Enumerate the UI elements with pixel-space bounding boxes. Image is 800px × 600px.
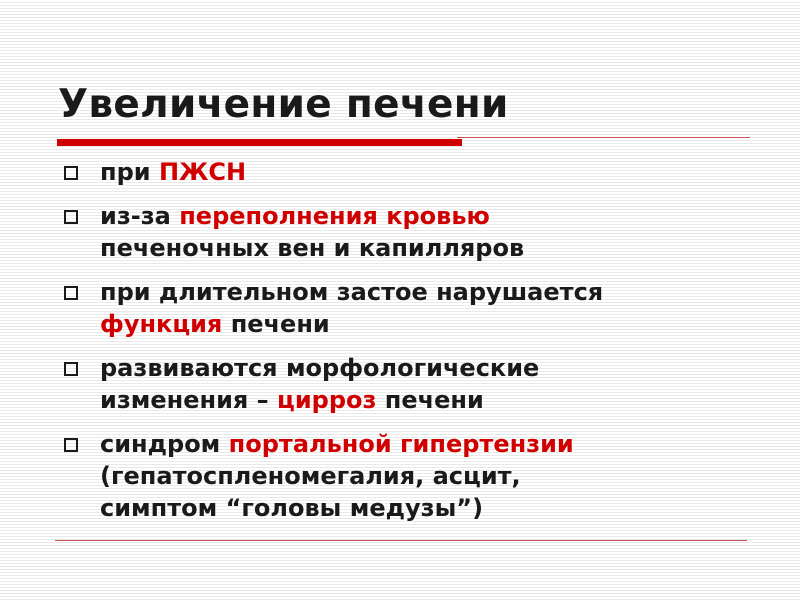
bullet-highlight: цирроз [277, 386, 377, 414]
slide-title: Увеличение печени [58, 82, 509, 127]
bullet-highlight: функция [100, 310, 223, 338]
bullet-text: печени [222, 310, 330, 338]
bullet-item [62, 352, 762, 416]
bullet-highlight: переполнения кровью [179, 202, 490, 230]
bullet-text: симптом “головы медузы”) [100, 494, 484, 522]
bullet-item [62, 276, 762, 340]
bullet-text: печеночных вен и капилляров [100, 234, 525, 262]
bullet-item [62, 156, 762, 188]
bullet-text: при [100, 158, 159, 186]
hollow-square-bullet-icon [64, 438, 78, 452]
hollow-square-bullet-icon [64, 166, 78, 180]
footer-divider [55, 540, 747, 541]
bullet-item [62, 428, 762, 524]
bullet-highlight: ПЖСН [158, 158, 247, 186]
bullet-text: при длительном застое нарушается [100, 278, 604, 306]
hollow-square-bullet-icon [64, 210, 78, 224]
bullet-item [62, 200, 762, 264]
bullet-text: развиваются морфологические [100, 354, 540, 382]
hollow-square-bullet-icon [64, 362, 78, 376]
bullet-text: печени [376, 386, 484, 414]
bullet-text: изменения – [100, 386, 278, 414]
bullet-text: (гепатоспленомегалия, асцит, [100, 462, 521, 490]
hollow-square-bullet-icon [64, 286, 78, 300]
bullet-text: синдром [100, 430, 229, 458]
bullet-highlight: портальной гипертензии [228, 430, 574, 458]
bullet-list [62, 156, 762, 536]
bullet-text: из-за [100, 202, 180, 230]
title-underline-thick [57, 139, 462, 146]
title-underline-thin [457, 137, 750, 138]
